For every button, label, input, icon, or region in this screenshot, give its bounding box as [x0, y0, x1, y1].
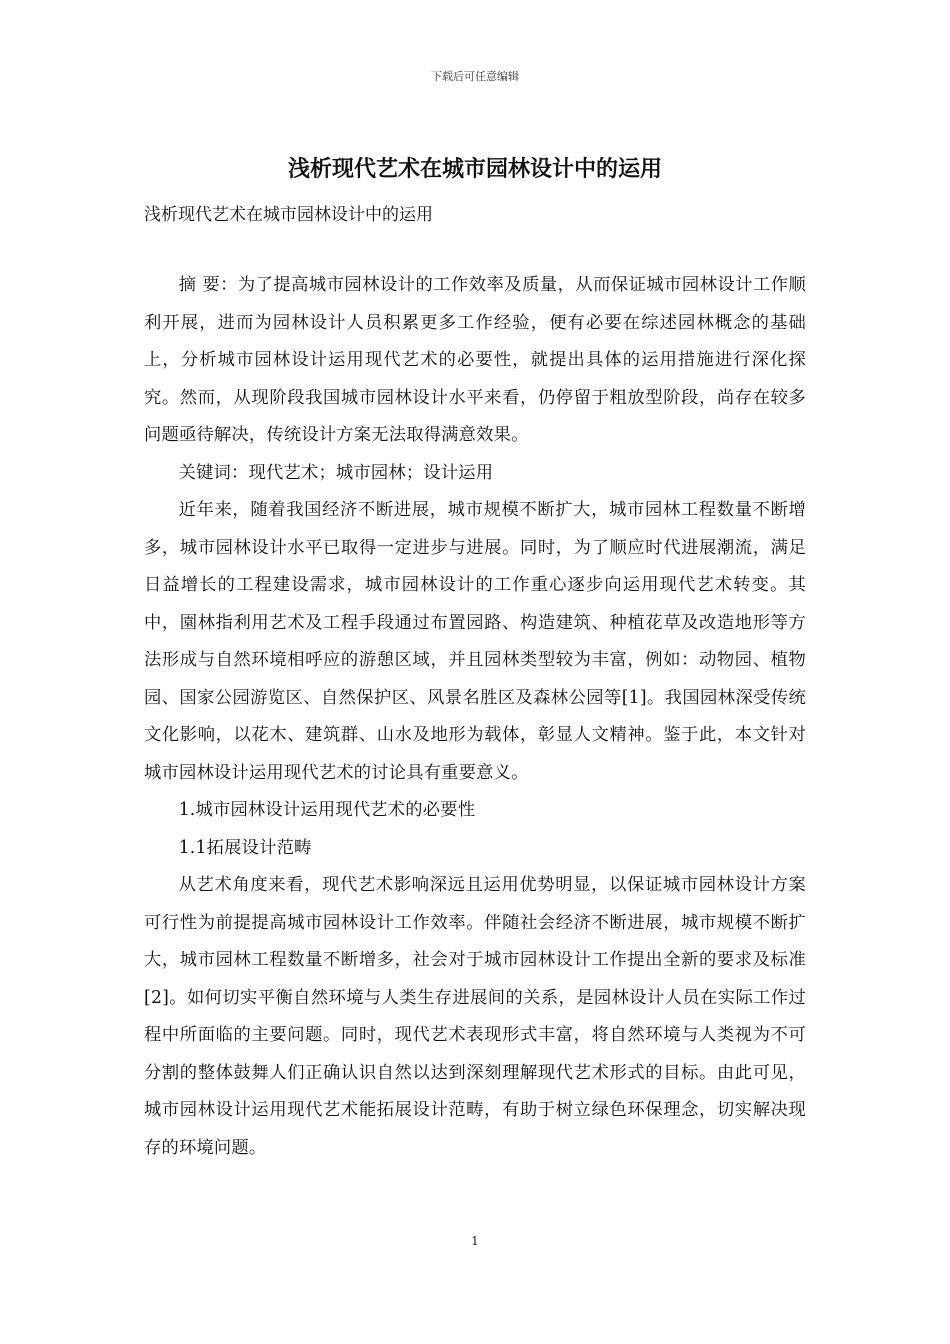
page-header-note: 下载后可任意编辑 [431, 70, 519, 83]
page-number: 1 [471, 1234, 479, 1248]
intro-paragraph: 近年来，随着我国经济不断进展，城市规模不断扩大，城市园林工程数量不断增多，城市园林设计水平已取得一定进步与进展。同时，为了顺应时代进展潮流，满足日益增长的工程建设需求，城市园林设计的工作重心逐步向运用现代艺术转变。其中，園林指利用艺术及工程手段通过布置园路、构造建筑、种植花草及改造地形等方法形成与自然环境相呼应的游憩区域，并且园林类型较为丰富，例如：动物园、植物园、国家公园游览区、自然保护区、风景名胜区及森林公园等[1]。我国园林深受传统文化影响，以花木、建筑群、山水及地形为载体，彰显人文精神。鉴于此，本文针对城市园林设计运用现代艺术的讨论具有重要意义。 [144, 500, 806, 783]
body-paragraph: 从艺术角度来看，现代艺术影响深远且运用优势明显，以保证城市园林设计方案可行性为前提提高城市园林设计工作效率。伴随社会经济不断进展，城市规模不断扩大，城市园林工程数量不断增多，社会对于城市园林设计工作提出全新的要求及标准[2]。如何切实平衡自然环境与人类生存进展间的关系，是园林设计人员在实际工作过程中所面临的主要问题。同时，现代艺术表现形式丰富，将自然环境与人类视为不可分割的整体鼓舞人们正确认识自然以达到深刻理解现代艺术形式的目标。由此可见，城市园林设计运用现代艺术能拓展设计范畴，有助于树立绿色环保理念，切实解决现存的环境问题。 [144, 875, 806, 1158]
keywords-paragraph: 关键词：现代艺术；城市园林；设计运用 [178, 462, 494, 483]
document-body [144, 267, 806, 1167]
section-heading: 1.城市园林设计运用现代艺术的必要性 [178, 800, 476, 820]
document-subtitle: 浅析现代艺术在城市园林设计中的运用 [144, 205, 433, 225]
document-title: 浅析现代艺术在城市园林设计中的运用 [287, 157, 662, 182]
abstract-paragraph: 摘 要：为了提高城市园林设计的工作效率及质量，从而保证城市园林设计工作顺利开展，进而为园林设计人员积累更多工作经验，便有必要在综述园林概念的基础上，分析城市园林设计运用现代艺术的必要性，就提出具体的运用措施进行深化探究。然而，从现阶段我国城市园林设计水平来看，仍停留于粗放型阶段，尚存在较多问题亟待解决，传统设计方案无法取得满意效果。 [144, 275, 806, 445]
subsection-heading: 1.1拓展设计范畴 [178, 837, 312, 858]
